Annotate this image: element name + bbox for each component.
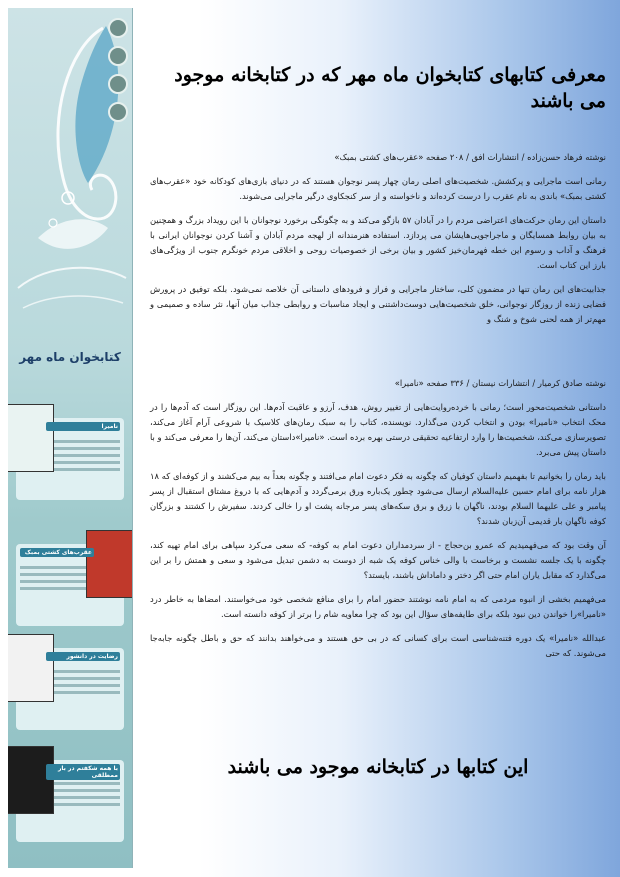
book-details — [54, 666, 120, 694]
book-cover — [86, 530, 133, 598]
article-paragraph: داستانی شخصیت‌محور است؛ رمانی با خرده‌روایت‌هایی از تغییر روش، هدف، آرزو و عاقبت آدم‌ها. این روزگار است که آدم‌ها را در محک انتخاب «نامیرا» بودن و انتخاب کردن می‌گذارد. نویسنده، کتاب را به سبک رمان‌های کلاسیک با شروعی آرام آغاز می‌کند، تصویرسازی می‌کند، شخصیت‌ها را وارد ارتفاعیه تحقیقی درستی بهره برده است. «نامیرا»داستان می‌کند، آن‌ها را معرفی می‌کند و با داستان پیش می‌برد. — [150, 402, 606, 457]
book-card — [16, 760, 124, 842]
book-card — [16, 418, 124, 500]
book-name: نامیرا — [46, 422, 120, 431]
book-cover — [8, 634, 54, 702]
book-name: رضایت در دانشور — [46, 652, 120, 661]
poster-title: کتابخوان ماه مهر — [19, 350, 121, 364]
org-logo-icon — [108, 74, 128, 94]
article-meta: نوشته صادق کرمیار / انتشارات نیستان / ۳۳۶ صفحه «نامیرا» — [394, 378, 606, 388]
book-card — [16, 544, 124, 626]
book-details — [54, 436, 120, 471]
org-logo-icon — [108, 102, 128, 122]
article-meta: نوشته فرهاد حسن‌زاده / انتشارات افق / ۲۰۸ صفحه «عقرب‌های کشتی بمبک» — [334, 152, 606, 162]
org-logo-icon — [108, 46, 128, 66]
book-cover — [8, 404, 54, 472]
article-paragraph: رمانی است ماجرایی و پرکشش. شخصیت‌های اصلی رمان چهار پسر نوجوان هستند که در دنیای بازی‌های کودکانه خود «عقرب‌های کشتی بمبک» باندی به نام عقرب را درست کرده‌اند و ناخواسته و از سر کنجکاوی درگیر ماجرایی می‌شوند. — [150, 176, 606, 201]
article-section — [150, 376, 606, 670]
org-logo-icon — [108, 18, 128, 38]
article-paragraph: جذابیت‌های این رمان تنها در مضمون کلی، ساختار ماجرایی و فراز و فرودهای داستانی آن خلاصه نمی‌شود. بلکه توفیق در پرورش فضایی زنده از روزگار نوجوانی، خلق شخصیت‌هایی دوست‌داشتنی و ایجاد مناسبات و روابطی جذاب میان آنها، نثر ساده و صمیمی و مهم‌تر از همه لحنی شوخ و شنگ و — [150, 284, 606, 324]
article-paragraph: می‌فهمیم بخشی از انبوه مردمی که به امام نامه نوشتند حضور امام را برای منافع شخصی خود می‌خواستند. امضاها به خاطر درد «نامیرا»را خواندن دین نبود بلکه برای طایفه‌های سؤال این بود که چرا معاویه شام را برتر از کوفه دانسته است. — [150, 594, 606, 619]
article-paragraph: داستان این رمان حرکت‌های اعتراضی مردم را در آبادان ۵۷ بازگو می‌کند و به چگونگی برخورد نوجوانان با این رویداد بزرگ و همچنین به بیان روابط همسایگان و ماجراجویی‌هایشان می پردازد. استفاده هنرمندانه از لهجه مردم آبادان و آشنا کردن نوجوانان ایرانی با فرهنگ و آداب و رسوم این خطه فهرمان‌خیز کشور و بیان برخی از خصوصیات روحی و اخلاقی مردم خونگرم جنوب از ویژگی‌های بارز این کتاب است. — [150, 215, 606, 270]
article-section — [150, 150, 606, 336]
book-name: با همه شکفتم در بار ممطلقی — [46, 764, 120, 780]
book-cover — [8, 746, 54, 814]
page-title: معرفی کتابهای کتابخوان ماه مهر که در کتابخانه موجود می باشند — [174, 64, 606, 112]
book-poster — [8, 8, 133, 868]
book-details — [20, 562, 86, 590]
book-name: عقرب‌های کشتی بمبک — [20, 548, 94, 557]
book-card — [16, 648, 124, 730]
article-paragraph: عبدالله «نامیرا» یک دوره فتنه‌شناسی است برای کسانی که در بی حق هستند و می‌خواهند بدانند که حق و باطل چگونه جابه‌جا می‌شوند. که حتی — [150, 633, 606, 658]
book-details — [54, 778, 120, 806]
article-paragraph: باید رمان را بخوانیم تا بفهمیم داستان کوفیان که چگونه به فکر دعوت امام می‌افتند و چگونه بعداً به بیم می‌کشند و از کوفه‌ای که ۱۸ هزار نامه برای امام حسین علیه‌السلام ارسال می‌شود چطور یک‌باره ورق برمی‌گردد و آدم‌هایی که با دروغ مشتاق استقبال از پسر پیامبر و علی علیهما السلام بودند، ناگهان با زرق و برق سکه‌های پسر مرجانه پشت او را خالی کردند. سفیرش را کشتند و بزرگان کوفه ناگهان بار قدیمی آن‌زبان شدند؟ — [150, 471, 606, 526]
article-paragraph: آن وقت بود که می‌فهمیدیم که عمرو بن‌حجاج - از سردمداران دعوت امام به کوفه- که سعی می‌کرد سپاهی برای امام تهیه کند، چگونه با یک جلسه نشست و برخاست با والی خناس کوفه یک شبه از دوست به دشمن تبدیل می‌شود و سعی و همتش را بر این می‌گذارد که مقابل یاران امام حتی اگر دختر و داماداش باشند، بایستد؟ — [150, 540, 606, 580]
footer-title: این کتابها در کتابخانه موجود می باشند — [227, 756, 529, 778]
